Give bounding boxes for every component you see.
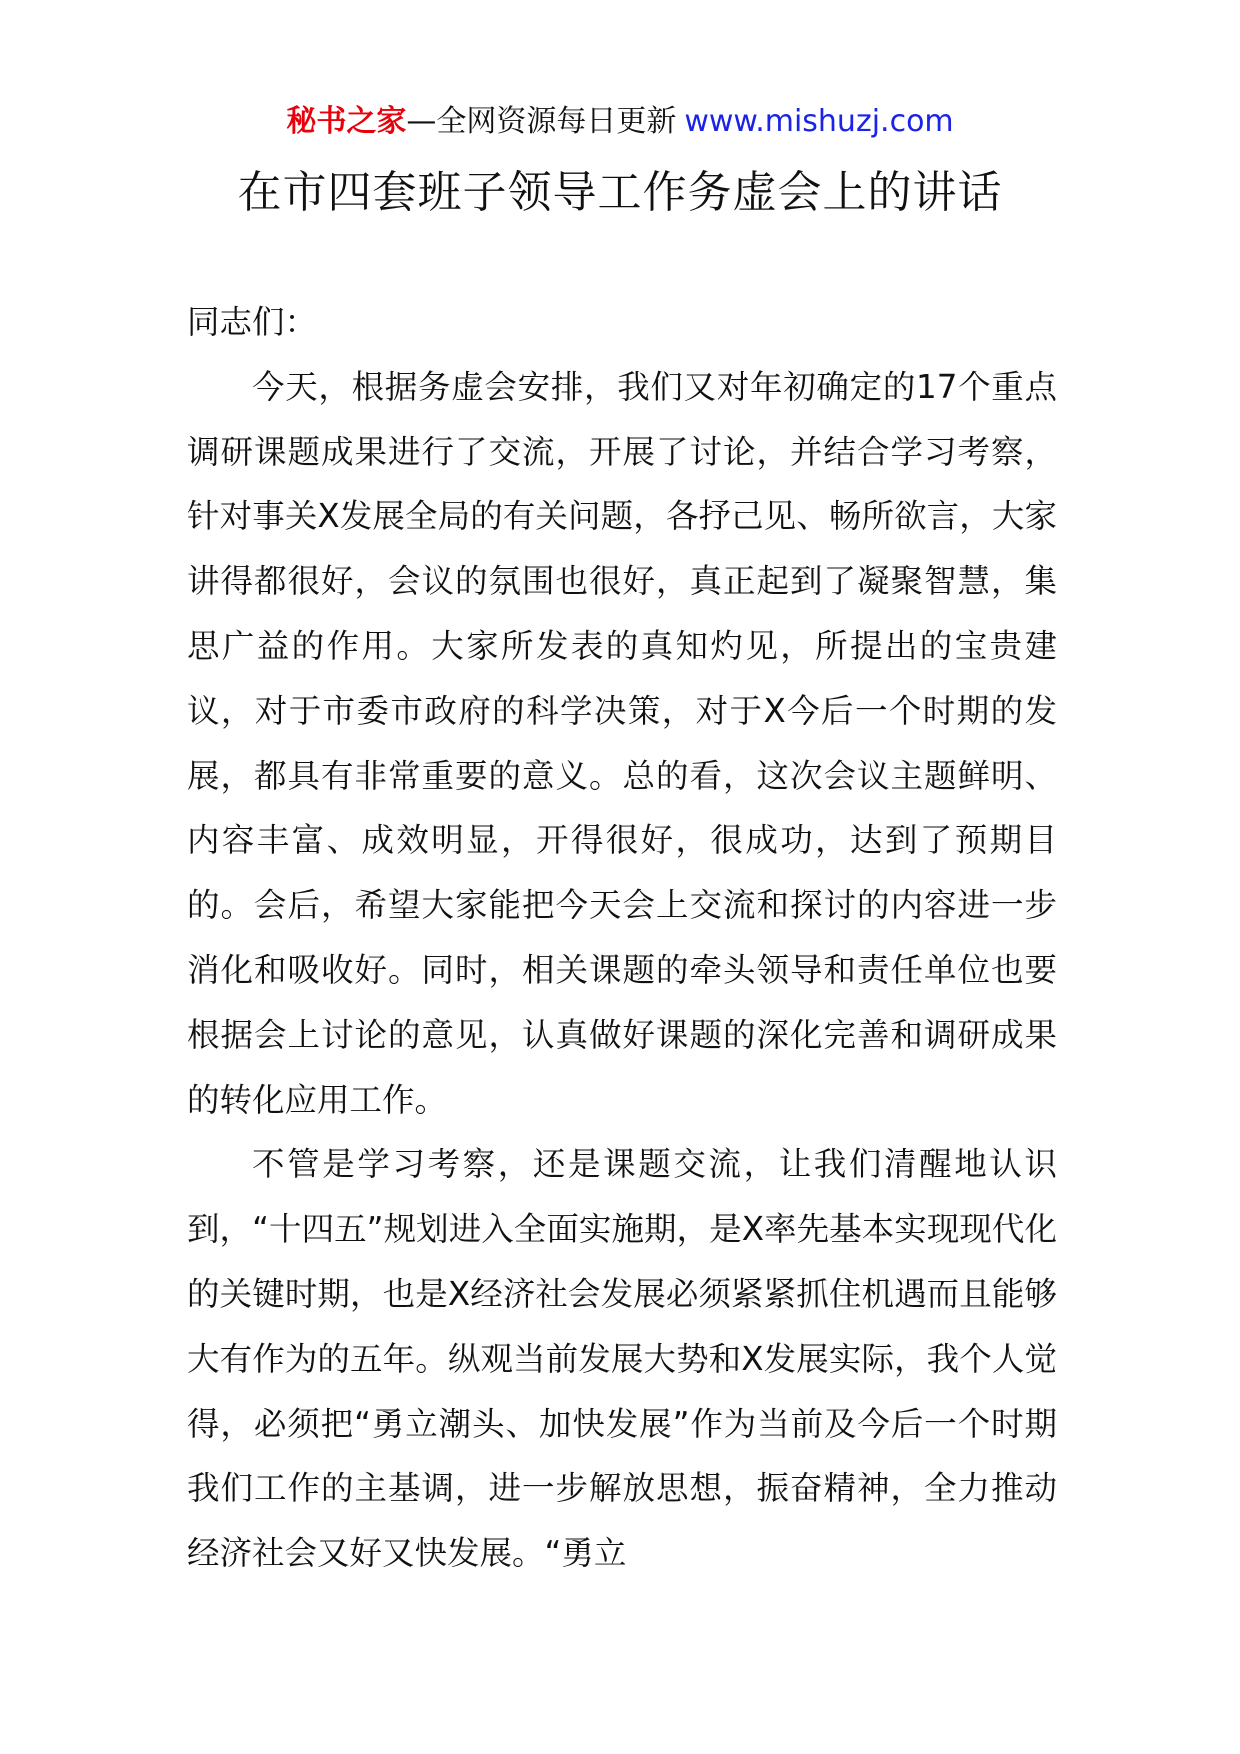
header-tagline: —全网资源每日更新 [406,104,677,139]
document-title: 在市四套班子领导工作务虚会上的讲话 [237,167,1003,218]
paragraph: 今天，根据务虚会安排，我们又对年初确定的17个重点调研课题成果进行了交流，开展了讨论，并结合学习考察，针对事关X发展全局的有关问题，各抒己见、畅所欲言，大家讲得都很好，会议的氛围也很好，真正起到了凝聚智慧，集思广益的作用。大家所发表的真知灼见，所提出的宝贵建议，对于市委市政府的科学决策，对于X今后一个时期的发展，都具有非常重要的意义。总的看，这次会议主题鲜明、内容丰富、成效明显，开得很好，很成功，达到了预期目的。会后，希望大家能把今天会上交流和探讨的内容进一步消化和吸收好。同时，相关课题的牵头领导和责任单位也要根据会上讨论的意见，认真做好课题的深化完善和调研成果的转化应用工作。 [187,367,1057,1119]
brand-name: 秘书之家 [286,104,407,139]
document-body [187,290,1057,1586]
salutation: 同志们： [187,303,318,341]
site-header [0,100,1240,144]
site-url-link[interactable]: www.mishuzj.com [684,104,954,139]
paragraph: 不管是学习考察，还是课题交流，让我们清醒地认识到，“十四五”规划进入全面实施期，是X率先基本实现现代化的关键时期，也是X经济社会发展必须紧紧抓住机遇而且能够大有作为的五年。纵观当前发展大势和X发展实际，我个人觉得，必须把“勇立潮头、加快发展”作为当前及今后一个时期我们工作的主基调，进一步解放思想，振奋精神，全力推动经济社会又好又快发展。“勇立 [187,1145,1057,1573]
